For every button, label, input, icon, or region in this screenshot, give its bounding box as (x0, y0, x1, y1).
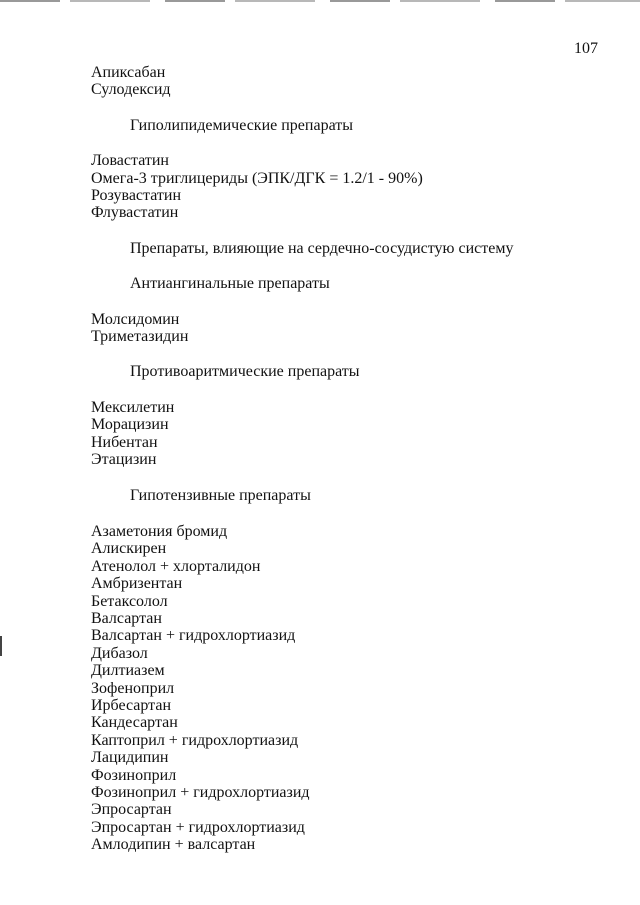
drug-item: Эпросартан + гидрохлортиазид (91, 818, 305, 836)
drug-item: Бетаксолол (91, 592, 168, 610)
drug-item: Дибазол (91, 644, 148, 662)
drug-item: Фозиноприл + гидрохлортиазид (91, 784, 310, 801)
drug-item: Атенолол + хлорталидон (91, 557, 261, 575)
drug-item: Лацидипин (91, 749, 169, 767)
drug-item: Кандесартан (91, 714, 178, 732)
drug-item: Розувастатин (91, 187, 182, 205)
page-number: 107 (574, 40, 598, 57)
scan-margin-mark (0, 636, 2, 656)
drug-list-anticoagulants (91, 64, 611, 99)
drug-item: Азаметония бромид (91, 522, 228, 540)
drug-list-antiarrhythmic (91, 399, 611, 469)
section-heading-antihypertensive: Гипотензивные препараты (130, 486, 311, 504)
drug-item: Валсартан (91, 609, 162, 627)
drug-item: Алискирен (91, 540, 167, 558)
section-heading-cardiovascular: Препараты, влияющие на сердечно-сосудистую систему (130, 239, 514, 257)
drug-item: Дилтиазем (91, 662, 165, 680)
drug-item: Валсартан + гидрохлортиазид (91, 627, 296, 645)
section-heading-lipid-lowering: Гиполипидемические препараты (130, 116, 353, 134)
scan-edge-artifact (0, 0, 640, 2)
drug-item: Омега-3 триглицериды (ЭПК/ДГК = 1.2/1 - 90%) (91, 169, 423, 187)
section-heading-antiarrhythmic: Противоаритмические препараты (130, 363, 360, 381)
drug-item: Нибентан (91, 433, 158, 451)
drug-item: Апиксабан (91, 64, 166, 81)
drug-item: Флувастатин (91, 204, 179, 222)
drug-item: Мексилетин (91, 398, 175, 416)
drug-item: Эпросартан (91, 801, 172, 819)
drug-item: Морацизин (91, 416, 169, 434)
drug-item: Амлодипин + валсартан (91, 836, 256, 854)
drug-item: Ирбесартан (91, 696, 172, 714)
drug-item: Каптоприл + гидрохлортиазид (91, 731, 299, 749)
drug-item: Сулодексид (91, 81, 171, 99)
drug-list-antihypertensive (91, 523, 611, 854)
drug-item: Амбризентан (91, 575, 183, 593)
drug-list-lipid-lowering (91, 152, 611, 222)
drug-item: Триметазидин (91, 328, 189, 346)
drug-item: Молсидомин (91, 310, 180, 328)
drug-item: Этацизин (91, 451, 157, 469)
drug-item: Ловастатин (91, 152, 169, 170)
drug-item: Фозиноприл (91, 766, 177, 784)
document-body (91, 64, 611, 854)
drug-list-antianginal (91, 311, 611, 346)
section-heading-antianginal: Антиангинальные препараты (130, 275, 330, 293)
drug-item: Зофеноприл (91, 679, 175, 697)
